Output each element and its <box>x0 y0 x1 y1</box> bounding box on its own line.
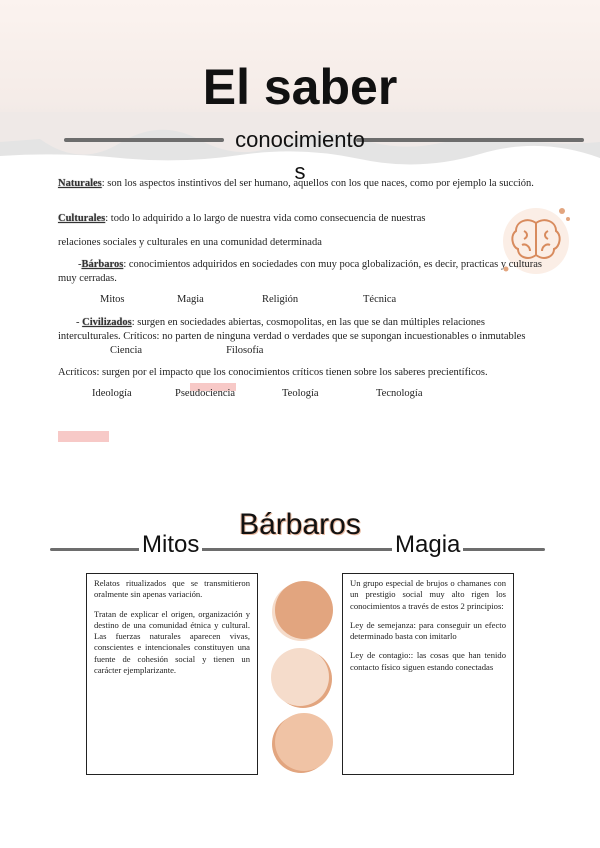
term-naturales: Naturales <box>58 178 102 189</box>
decorative-circle <box>275 713 333 771</box>
list-item: Teología <box>282 388 319 399</box>
list-item: Ciencia <box>110 345 143 356</box>
page-subtitle: conocimientos <box>235 127 365 184</box>
list-item: Mitos <box>100 294 125 305</box>
mitos-box: Relatos ritualizados que se transmitieron oralmente sin apenas variación. Tratan de explicar el origen, organización y destino de una comunidad étnica y cultural. Las fuerzas naturales aparecen vivas, conscientes e intencionales constituyen una fuente de cohesión social y tienen un carácter ejemplarizante. <box>86 573 258 775</box>
list-item: Filosofía <box>226 345 264 356</box>
magia-box: Un grupo especial de brujos o chamanes con un prestigio social muy alto rigen los conocimientos a través de estos 2 principios: Ley de semejanza: para conseguir un efecto determinado basta con imitarlo Ley de contagio:: las cosas que han tenido contacto físico siguen estando conectadas <box>342 573 514 775</box>
barbaros-paragraph: -Bárbaros: conocimientos adquiridos en sociedades con muy poca globalización, es decir, practicas y culturas muy cerradas. <box>58 259 542 284</box>
heading-mitos: Mitos <box>139 531 202 559</box>
decorative-circle <box>275 581 333 639</box>
list-item: Magia <box>177 294 204 305</box>
list-item: Ideología <box>92 388 132 399</box>
list-item: Pseudociencia <box>175 388 236 399</box>
civilizados-paragraph: - Civilizados: surgen en sociedades abiertas, cosmopolitas, en las que se dan múltiples relaciones interculturales. Críticos: no parten de ninguna verdad o verdades que se supongan incuestionables o inmutablesCiencia Filosofía <box>58 317 526 356</box>
list-item: Religión <box>262 294 299 305</box>
culturales-paragraph: Culturales: todo lo adquirido a lo largo de nuestra vida como consecuencia de nuestras <box>58 213 426 224</box>
pink-highlight-block <box>58 431 109 442</box>
heading-magia: Magia <box>392 531 463 559</box>
term-civilizados: Civilizados <box>82 317 132 328</box>
section-rule <box>50 548 545 551</box>
naturales-paragraph: Naturales: son los aspectos instintivos del ser humano, aquellos con los que naces, como por ejemplo la succión. <box>58 178 534 189</box>
decorative-circle <box>271 648 329 706</box>
list-item: Tecnología <box>376 388 423 399</box>
term-culturales: Culturales <box>58 213 106 224</box>
section-title-barbaros: Bárbaros <box>239 508 361 541</box>
page-title: El saber <box>202 59 398 115</box>
term-barbaros: Bárbaros <box>81 259 124 270</box>
culturales-paragraph-2: relaciones sociales y culturales en una comunidad determinada <box>58 237 322 248</box>
list-item: Técnica <box>363 294 397 305</box>
acriticos-paragraph: Acríticos: surgen por el impacto que los conocimientos críticos tienen sobre los saberes precientíficos. <box>58 367 488 378</box>
